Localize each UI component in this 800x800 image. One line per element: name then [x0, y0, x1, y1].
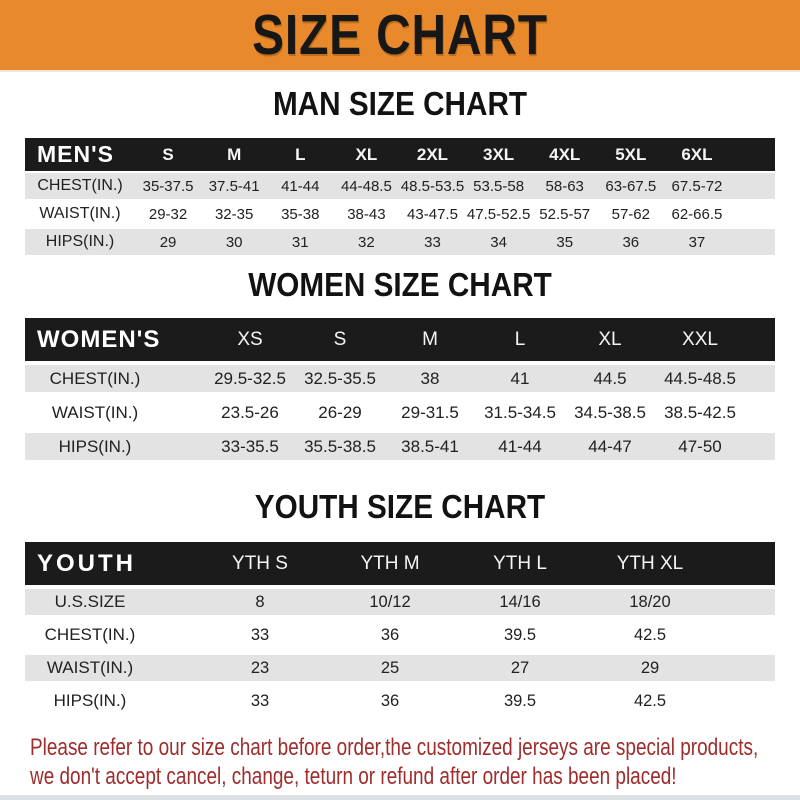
- table-cell: 44.5: [593, 368, 627, 388]
- table-cell: 47.5-52.5: [466, 205, 531, 223]
- column-header: L: [295, 144, 306, 164]
- row-label: CHEST(IN.): [44, 625, 136, 644]
- table-body: [25, 361, 775, 460]
- row-label: U.S.SIZE: [54, 592, 126, 611]
- table-cell: 30: [225, 233, 243, 251]
- table-cell: 29.5-32.5: [214, 368, 286, 388]
- table-cell: 23.5-26: [221, 402, 279, 422]
- disclaimer-note: [30, 733, 800, 791]
- table-header-row: [25, 138, 775, 171]
- table-cell: 36: [380, 625, 400, 644]
- table-cell: 14/16: [499, 592, 541, 611]
- table-cell: 39.5: [503, 625, 537, 644]
- table-cell: 18/20: [629, 592, 671, 611]
- bottom-edge-strip: [0, 795, 800, 800]
- table-header-row: [25, 542, 775, 585]
- table-row: [25, 655, 775, 681]
- table-cell: 8: [255, 592, 265, 611]
- table-cell: 35-38: [281, 205, 320, 223]
- column-header: XL: [598, 328, 622, 350]
- column-header: YTH M: [360, 552, 420, 574]
- table-row: [25, 399, 775, 426]
- table-cell: 44-47: [588, 436, 632, 456]
- table-cell: 48.5-53.5: [400, 177, 465, 195]
- table-cell: 33-35.5: [221, 436, 279, 456]
- column-header: M: [227, 144, 242, 164]
- table-cell: 52.5-57: [539, 205, 591, 223]
- table-cell: 29-32: [148, 205, 188, 223]
- table-cell: 38.5-42.5: [664, 402, 736, 422]
- table-row: [25, 622, 775, 648]
- table-cell: 57-62: [611, 205, 650, 223]
- table-cell: 38.5-41: [401, 436, 459, 456]
- table-cell: 37.5-41: [208, 177, 260, 195]
- table-cell: 34.5-38.5: [574, 402, 646, 422]
- table-body: [25, 585, 775, 714]
- row-label: WAIST(IN.): [39, 205, 121, 222]
- table-cell: 35: [556, 233, 574, 251]
- table-cell: 10/12: [369, 592, 411, 611]
- man-section-heading: MAN SIZE CHART: [272, 85, 528, 122]
- row-label: CHEST(IN.): [49, 368, 141, 388]
- table-cell: 42.5: [633, 691, 667, 710]
- table-cell: 29: [640, 658, 660, 677]
- table-cell: 27: [510, 658, 530, 677]
- table-row: [25, 201, 775, 227]
- youth-section-heading: YOUTH SIZE CHART: [254, 488, 546, 525]
- row-label: HIPS(IN.): [45, 233, 115, 250]
- table-cell: 32-35: [214, 205, 254, 223]
- table-cell: 29: [159, 233, 177, 251]
- table-cell: 43-47.5: [407, 205, 458, 223]
- column-header: YTH XL: [616, 552, 684, 574]
- table-cell: 53.5-58: [473, 177, 525, 195]
- table-cell: 39.5: [503, 691, 537, 710]
- table-body: [25, 171, 775, 255]
- column-header: S: [162, 144, 174, 164]
- column-header: 5XL: [615, 144, 647, 164]
- disclaimer-line-2: we don't accept cancel, change, teturn or refund after order has been placed!: [30, 763, 677, 790]
- column-header: 6XL: [681, 144, 713, 164]
- table-cell: 47-50: [678, 436, 722, 456]
- column-header: XL: [355, 144, 378, 164]
- table-cell: 34: [490, 233, 507, 251]
- table-corner-label: MEN'S: [37, 141, 114, 167]
- table-row: [25, 433, 775, 460]
- table-cell: 62-66.5: [671, 205, 723, 223]
- column-header: 2XL: [416, 144, 449, 164]
- column-header: XXL: [682, 328, 718, 350]
- table-cell: 63-67.5: [605, 177, 657, 195]
- column-header: L: [514, 328, 526, 350]
- row-label: CHEST(IN.): [37, 177, 123, 194]
- table-cell: 35.5-38.5: [304, 436, 376, 456]
- men-size-table: [25, 138, 775, 255]
- row-label: HIPS(IN.): [58, 436, 132, 456]
- table-cell: 29-31.5: [401, 402, 459, 422]
- column-header: YTH S: [232, 552, 288, 574]
- table-cell: 41: [510, 368, 530, 388]
- row-label: WAIST(IN.): [46, 658, 134, 677]
- column-header: 3XL: [483, 144, 515, 164]
- women-size-table: [25, 318, 775, 460]
- table-cell: 25: [380, 658, 400, 677]
- table-cell: 33: [424, 233, 441, 251]
- table-cell: 41-44: [281, 177, 320, 195]
- table-corner-label: YOUTH: [37, 549, 136, 577]
- table-cell: 32.5-35.5: [304, 368, 376, 388]
- column-header: YTH L: [493, 552, 547, 574]
- disclaimer-line-1: Please refer to our size chart before order,the customized jerseys are special products,: [30, 734, 759, 761]
- table-cell: 33: [250, 625, 270, 644]
- table-cell: 58-63: [545, 177, 584, 195]
- table-cell: 31: [291, 233, 309, 251]
- table-cell: 38: [420, 368, 440, 388]
- youth-size-table: [25, 542, 775, 714]
- table-corner-label: WOMEN'S: [37, 325, 161, 353]
- table-cell: 36: [622, 233, 640, 251]
- table-row: [25, 589, 775, 615]
- table-cell: 44.5-48.5: [664, 368, 736, 388]
- table-cell: 41-44: [498, 436, 542, 456]
- table-cell: 23: [250, 658, 270, 677]
- row-label: WAIST(IN.): [51, 402, 139, 422]
- table-cell: 32: [358, 233, 375, 251]
- column-header: XS: [237, 328, 263, 350]
- table-row: [25, 173, 775, 199]
- table-row: [25, 365, 775, 392]
- table-cell: 38-43: [347, 205, 386, 223]
- women-section-heading: WOMEN SIZE CHART: [248, 266, 552, 303]
- table-row: [25, 688, 775, 714]
- row-label: HIPS(IN.): [53, 691, 127, 710]
- table-cell: 44-48.5: [340, 177, 392, 195]
- column-header: S: [333, 328, 347, 350]
- column-header: M: [422, 328, 438, 350]
- table-cell: 31.5-34.5: [484, 402, 556, 422]
- table-cell: 33: [250, 691, 270, 710]
- column-header: 4XL: [549, 144, 581, 164]
- table-cell: 35-37.5: [142, 177, 194, 195]
- table-cell: 42.5: [633, 625, 667, 644]
- banner-title: SIZE CHART: [252, 3, 548, 67]
- table-cell: 36: [380, 691, 400, 710]
- table-row: [25, 229, 775, 255]
- banner: [0, 0, 800, 72]
- table-header-row: [25, 318, 775, 361]
- table-cell: 37: [688, 233, 706, 251]
- table-cell: 67.5-72: [671, 177, 723, 195]
- table-cell: 26-29: [318, 402, 362, 422]
